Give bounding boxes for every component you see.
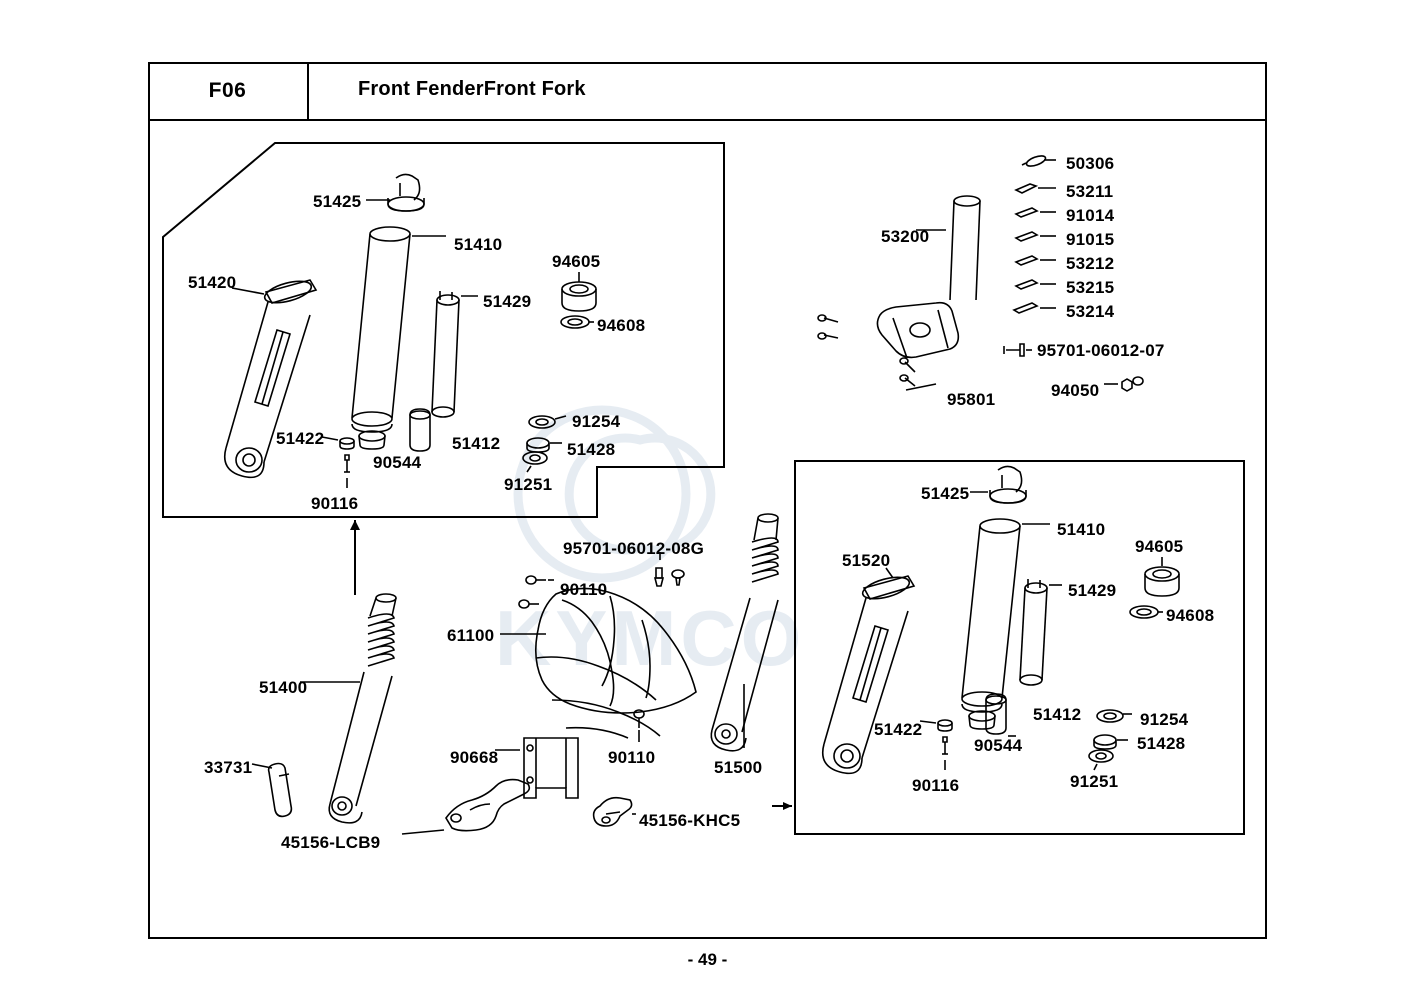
part-label-90110-top: 90110 (560, 580, 608, 599)
part-label-51410-right: 51410 (1057, 520, 1106, 539)
part-label-94605-right: 94605 (1135, 537, 1184, 556)
part-label-95701-06012-07: 95701-06012-07 (1037, 341, 1165, 360)
part-label-91251-left: 91251 (504, 475, 553, 494)
part-label-45156-KHC5: 45156-KHC5 (639, 811, 741, 830)
part-label-51400: 51400 (259, 678, 308, 697)
part-label-51520: 51520 (842, 551, 891, 570)
part-label-51500: 51500 (714, 758, 763, 777)
part-label-33731: 33731 (204, 758, 253, 777)
part-label-90116-left: 90116 (311, 494, 359, 513)
part-label-61100: 61100 (447, 626, 495, 645)
part-label-51429-left: 51429 (483, 292, 532, 311)
part-label-51422-right: 51422 (874, 720, 923, 739)
part-label-94608-right: 94608 (1166, 606, 1215, 625)
part-label-90110-bottom: 90110 (608, 748, 656, 767)
part-label-51425-left: 51425 (313, 192, 362, 211)
part-label-94050: 94050 (1051, 381, 1100, 400)
part-label-45156-LCB9: 45156-LCB9 (281, 833, 381, 852)
title-divider (309, 119, 1267, 121)
part-label-50306: 50306 (1066, 154, 1115, 173)
title-code-cell (148, 62, 309, 121)
part-label-53214: 53214 (1066, 302, 1115, 321)
part-label-51412-left: 51412 (452, 434, 501, 453)
part-label-90116-right: 90116 (912, 776, 960, 795)
part-label-95801: 95801 (947, 390, 996, 409)
part-label-91254-right: 91254 (1140, 710, 1189, 729)
part-label-94605-left: 94605 (552, 252, 601, 271)
part-label-95701-06012-08G: 95701-06012-08G (563, 539, 705, 558)
part-label-51412-right: 51412 (1033, 705, 1082, 724)
part-label-51420: 51420 (188, 273, 237, 292)
page-title: Front FenderFront Fork (358, 78, 586, 100)
part-label-51422-left: 51422 (276, 429, 325, 448)
part-label-51428-left: 51428 (567, 440, 616, 459)
part-label-91015: 91015 (1066, 230, 1115, 249)
part-label-91254-left: 91254 (572, 412, 621, 431)
part-label-53215: 53215 (1066, 278, 1115, 297)
part-label-53211: 53211 (1066, 182, 1114, 201)
part-label-51429-right: 51429 (1068, 581, 1117, 600)
part-label-90544-left: 90544 (373, 453, 422, 472)
part-label-90544-right: 90544 (974, 736, 1023, 755)
part-label-53212: 53212 (1066, 254, 1115, 273)
part-label-94608-left: 94608 (597, 316, 646, 335)
part-label-51428-right: 51428 (1137, 734, 1186, 753)
section-code: F06 (208, 78, 247, 102)
part-label-90668: 90668 (450, 748, 499, 767)
page-number: - 49 - (687, 950, 728, 969)
part-label-91251-right: 91251 (1070, 772, 1119, 791)
part-label-51425-right: 51425 (921, 484, 970, 503)
part-label-91014: 91014 (1066, 206, 1115, 225)
part-label-51410-left: 51410 (454, 235, 503, 254)
part-label-53200: 53200 (881, 227, 930, 246)
svg-text:KYMCO: KYMCO (495, 594, 806, 682)
